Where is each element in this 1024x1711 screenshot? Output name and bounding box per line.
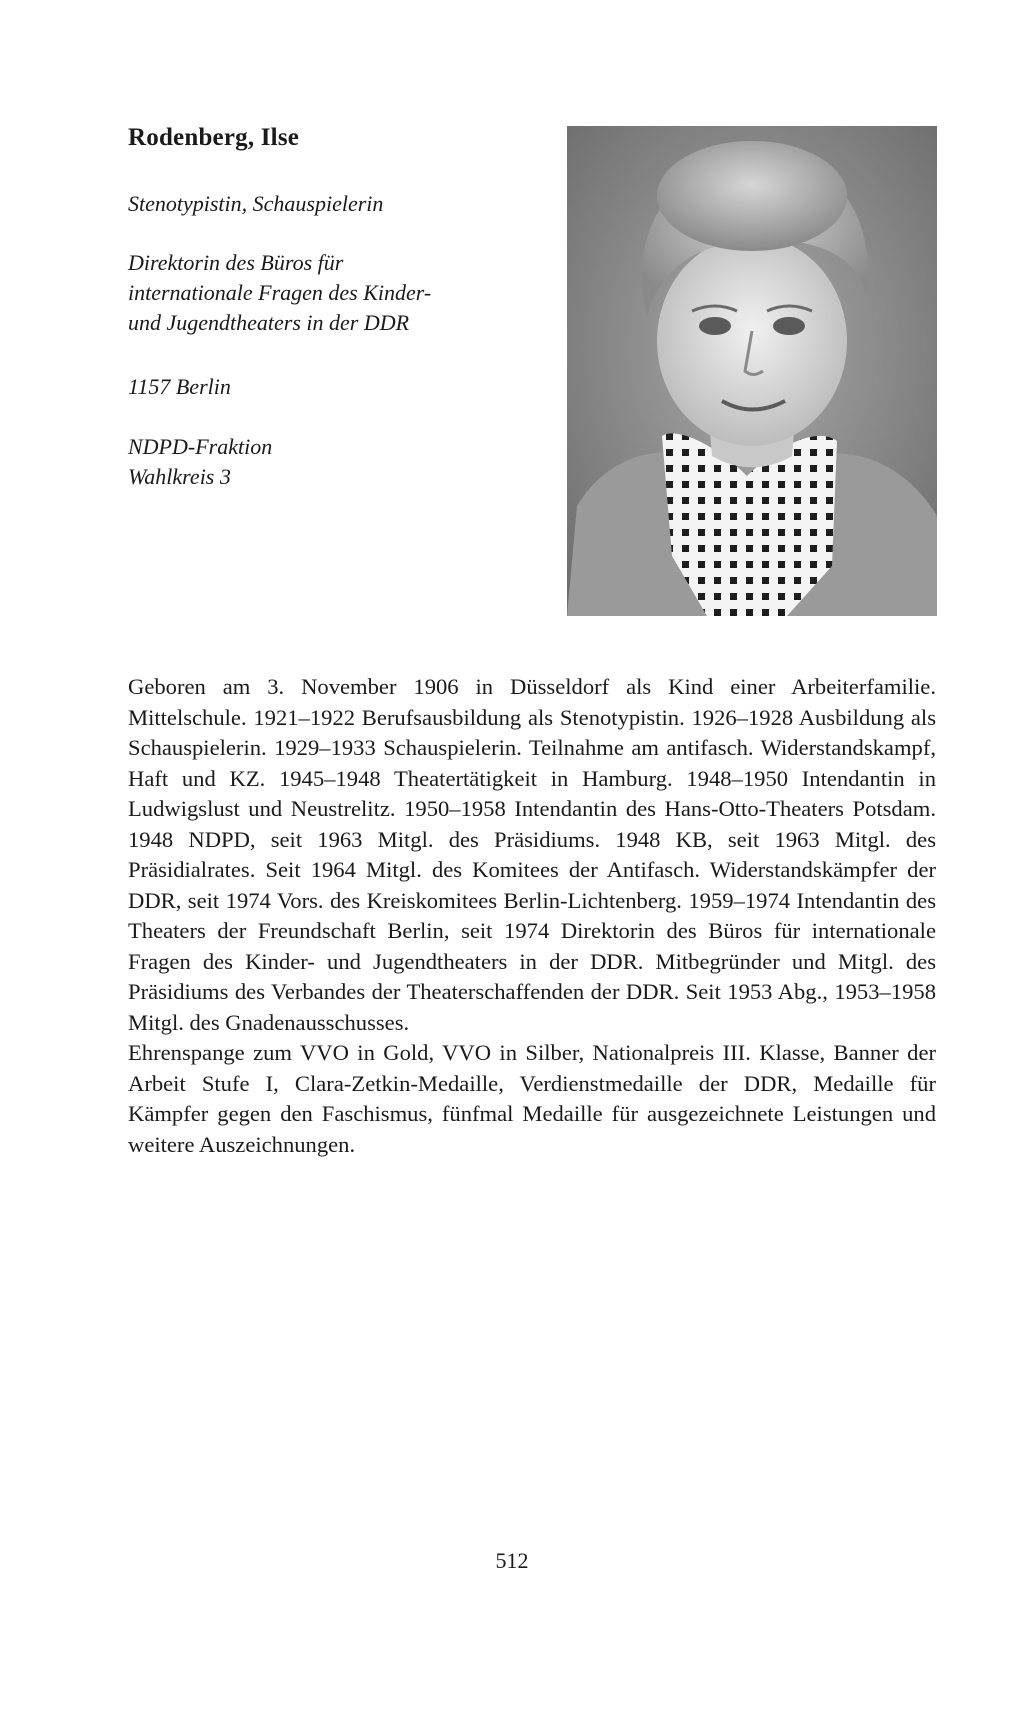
person-name: Rodenberg, Ilse	[128, 124, 300, 151]
biography	[128, 672, 936, 1160]
portrait-illustration	[567, 126, 937, 616]
constituency: Wahlkreis 3	[128, 464, 231, 489]
position: Direktorin des Büros für internationale Fragen des Kinder- und Jugendtheaters in der DDR	[128, 250, 432, 335]
biography-career: Geboren am 3. November 1906 in Düsseldorf als Kind einer Arbeiterfamilie. Mittelschule. 1921–1922 Berufsausbildung als Stenotypistin. 1926–1928 Ausbildung als Schauspielerin. 1929–1933 Schauspielerin. Teilnahme am antifasch. Widerstandskampf, Haft und KZ. 1945–1948 Theatertätigkeit in Hamburg. 1948–1950 Intendantin in Ludwigslust und Neustrelitz. 1950–1958 Intendantin des Hans-Otto-Theaters Potsdam. 1948 NDPD, seit 1963 Mitgl. des Präsidiums. 1948 KB, seit 1963 Mitgl. des Präsidialrates. Seit 1964 Mitgl. des Komitees der Antifasch. Widerstandskämpfer der DDR, seit 1974 Vors. des Kreiskomitees Berlin-Lichtenberg. 1959–1974 Intendantin des Theaters der Freundschaft Berlin, seit 1974 Direktorin des Büros für internationale Fragen des Kinder- und Jugendtheaters in der DDR. Mitbegründer und Mitgl. des Präsidiums des Verbandes der Theaterschaffenden der DDR. Seit 1953 Abg., 1953–1958 Mitgl. des Gnadenausschusses.	[128, 674, 936, 1035]
fraction-block	[128, 432, 272, 492]
occupation: Stenotypistin, Schauspielerin	[128, 191, 384, 216]
city: 1157 Berlin	[128, 374, 231, 399]
biography-awards: Ehrenspange zum VVO in Gold, VVO in Silber, Nationalpreis III. Klasse, Banner der Arbeit Stufe I, Clara-Zetkin-Medaille, Verdienstmedaille der DDR, Medaille für Kämpfer gegen den Faschismus, fünfmal Medaille für ausgezeichnete Leistungen und weitere Auszeichnungen.	[128, 1040, 936, 1157]
fraction: NDPD-Fraktion	[128, 434, 273, 459]
portrait-photo	[567, 126, 937, 616]
page-number: 512	[495, 1548, 529, 1573]
